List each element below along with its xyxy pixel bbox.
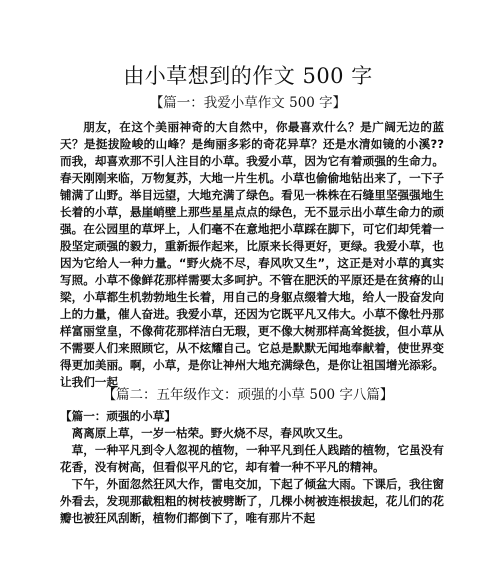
section-1-heading: 【篇一：我爱小草作文 500 字】 [149, 95, 347, 111]
essay-paragraph: 离离原上草，一岁一枯荣。野火烧不尽，春风吹又生。 [71, 426, 350, 440]
section-1-body: 朋友，在这个美丽神奇的大自然中，你最喜欢什么？是广阔无边的蓝天？是挺拔险峻的山峰？是绚丽多彩的奇花异草？还是水清如镜的小溪??而我，却喜欢那不引人注目的小草。我爱小草，因为它有着顽强的生命力。春天刚刚来临，万物复苏，大地一片生机。小草也偷偷地钻出来了，一下子铺满了山野。举目远望，大地充满了绿色。看见一株株在石缝里坚强强地生长着的小草，悬崖峭壁上那些星星点点的绿色，无不显示出小草生命力的顽强。在公园里的草坪上，人们毫不在意地把小草踩在脚下，可它们却凭着一股坚定顽强的毅力，重新振作起来，比原来长得更好，更绿。我爱小草，也因为它给人一种力量。“野火烧不尽，春风吹又生”，这正是对小草的真实写照。小草不像鲜花那样需要太多呵护。不管在肥沃的平原还是在贫瘠的山梁，小草都生机勃勃地生长着，用自己的身躯点缀着大地，给人一股奋发向上的力量，催人奋进。我爱小草，还因为它既平凡又伟大。小草不像牡丹那样富丽堂皇，不像荷花那样洁白无瑕，更不像大树那样高耸挺拔，但小草从不需要人们来照顾它，从不炫耀自己。它总是默默无闻地奉献着，使世界变得更加美丽。啊，小草，是你让神州大地充满绿色，是你让祖国增光添彩。让我们一起 [60, 120, 444, 389]
essay-paragraph: 草，一种平凡到令人忽视的植物，一种平凡到任人践踏的植物，它虽没有花香，没有树高，但看似平凡的它，却有着一种不平凡的精神。 [60, 443, 444, 474]
section-2-heading: 【篇二：五年级作文：顽强的小草 500 字八篇】 [102, 387, 394, 403]
document-title: 由小草想到的作文 500 字 [123, 64, 373, 88]
essay-paragraph: 下午，外面忽然狂风大作，雷电交加，下起了倾盆大雨。下课后，我往窗外看去，发现那截粗粗的树枝被劈断了，几棵小树被连根拔起，花儿们的花瓣也被狂风刮断，植物们都倒下了，唯有那片不起 [60, 477, 444, 525]
section-2-body [60, 408, 444, 527]
essay-subtitle: 【篇一：顽强的小草】 [60, 409, 176, 423]
